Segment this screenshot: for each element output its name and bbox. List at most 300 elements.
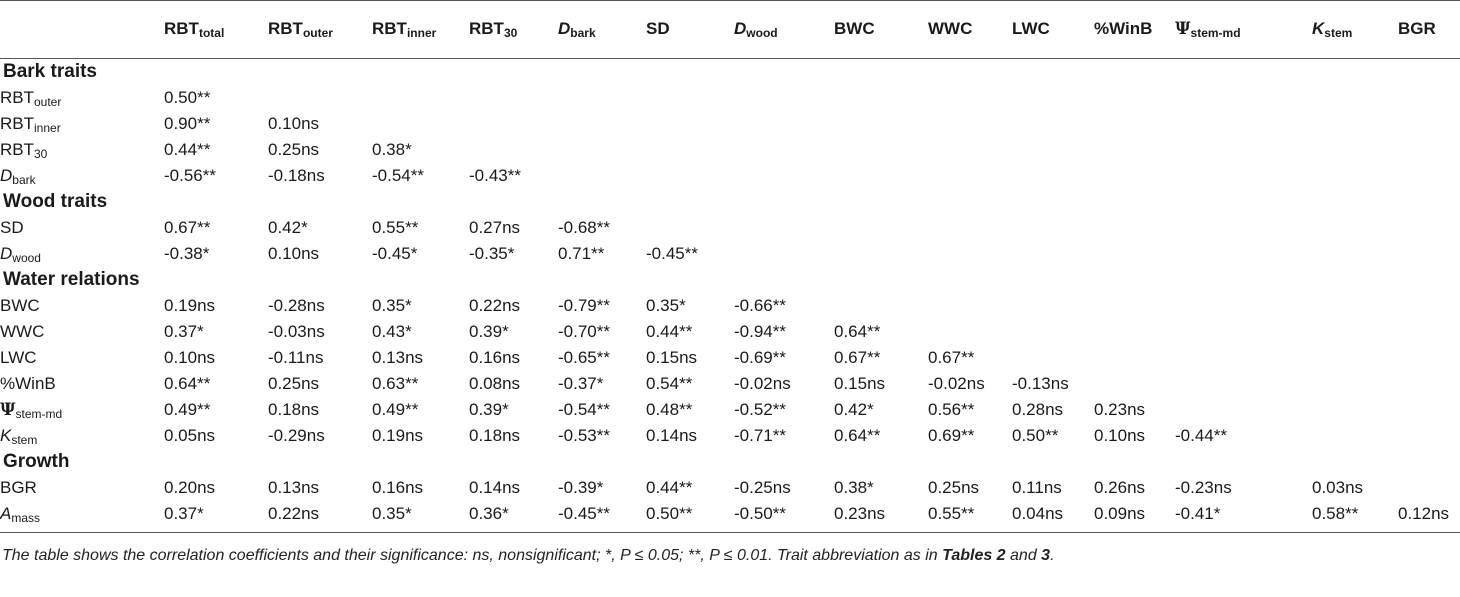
table-cell: -0.25ns xyxy=(734,477,791,497)
table-cell xyxy=(1312,397,1398,423)
table-cell xyxy=(734,241,834,267)
table-cell: -0.79** xyxy=(558,295,610,315)
label-subscript: wood xyxy=(746,25,778,40)
table-cell: 0.44** xyxy=(164,139,211,159)
table-cell xyxy=(734,111,834,137)
table-cell xyxy=(1175,319,1312,345)
table-cell: 0.26ns xyxy=(1094,477,1146,497)
table-cell xyxy=(1094,137,1175,163)
table-cell: 0.19ns xyxy=(372,425,424,445)
label-base: BWC xyxy=(834,18,875,38)
row-label xyxy=(0,111,164,137)
table-cell: -0.54** xyxy=(372,165,424,185)
table-cell: -0.03ns xyxy=(268,321,325,341)
table-cell xyxy=(1175,137,1312,163)
table-cell: 0.49** xyxy=(164,399,211,419)
table-cell xyxy=(928,293,1012,319)
table-cell xyxy=(1398,423,1460,449)
table-cell xyxy=(834,293,928,319)
footnote-ref-tables-2[interactable]: Tables 2 xyxy=(942,547,1006,564)
table-row xyxy=(0,215,1460,241)
column-header xyxy=(1398,0,1460,58)
table-cell xyxy=(1094,85,1175,111)
table-cell xyxy=(834,215,928,241)
table-cell xyxy=(469,85,558,111)
label-base: Ψ xyxy=(1175,18,1191,39)
table-cell: 0.18ns xyxy=(268,399,320,419)
table-cell xyxy=(1012,85,1094,111)
table-cell: -0.54** xyxy=(558,399,610,419)
label-base: BWC xyxy=(0,295,40,315)
table-cell xyxy=(1398,241,1460,267)
label-subscript: outer xyxy=(302,25,333,40)
footnote-text-1: The table shows the correlation coefficients and their significance: ns, nonsignificant; *, P ≤ 0.05; **, P ≤ 0.01. Trait abbreviation as in xyxy=(2,547,943,564)
table-cell xyxy=(1175,371,1312,397)
row-label xyxy=(0,345,164,371)
table-cell xyxy=(1175,241,1312,267)
table-cell: 0.11ns xyxy=(1012,477,1062,497)
table-cell xyxy=(1312,137,1398,163)
label-base: K xyxy=(1312,18,1325,38)
table-cell: 0.25ns xyxy=(268,373,320,393)
table-row xyxy=(0,241,1460,267)
table-cell: 0.39* xyxy=(469,321,509,341)
table-cell: -0.13ns xyxy=(1012,373,1069,393)
table-cell: -0.44** xyxy=(1175,425,1227,445)
table-row xyxy=(0,319,1460,345)
table-cell xyxy=(1012,163,1094,189)
table-cell: -0.50** xyxy=(734,503,786,523)
label-base: RBT xyxy=(0,139,34,159)
label-subscript: total xyxy=(198,25,225,40)
table-cell: -0.39* xyxy=(558,477,604,497)
table-cell: -0.56** xyxy=(164,165,216,185)
label-subscript: mass xyxy=(11,510,41,525)
table-cell xyxy=(1094,345,1175,371)
table-cell xyxy=(1398,137,1460,163)
table-cell xyxy=(928,137,1012,163)
table-cell: 0.03ns xyxy=(1312,477,1364,497)
label-subscript: inner xyxy=(34,120,61,135)
table-cell: 0.42* xyxy=(268,217,308,237)
table-cell: 0.35* xyxy=(646,295,686,315)
table-cell xyxy=(1398,85,1460,111)
table-cell: 0.64** xyxy=(164,373,211,393)
table-cell xyxy=(1398,371,1460,397)
table-cell xyxy=(1398,397,1460,423)
label-subscript: stem xyxy=(1324,25,1353,40)
table-cell xyxy=(1012,293,1094,319)
table-cell xyxy=(646,215,734,241)
table-cell xyxy=(1312,423,1398,449)
table-cell: 0.67** xyxy=(834,347,881,367)
table-cell: 0.10ns xyxy=(164,347,216,367)
table-cell: 0.38* xyxy=(834,477,874,497)
table-cell xyxy=(734,163,834,189)
column-header xyxy=(469,0,558,58)
table-cell: -0.71** xyxy=(734,425,786,445)
table-cell: 0.08ns xyxy=(469,373,521,393)
column-header xyxy=(928,0,1012,58)
table-cell xyxy=(1312,371,1398,397)
table-cell: 0.22ns xyxy=(268,503,320,523)
table-cell xyxy=(928,85,1012,111)
label-subscript: stem-md xyxy=(1190,25,1241,40)
row-label xyxy=(0,241,164,267)
table-cell xyxy=(646,137,734,163)
table-cell xyxy=(646,85,734,111)
section-header-row xyxy=(0,58,1460,85)
table-cell: -0.53** xyxy=(558,425,610,445)
table-cell xyxy=(558,111,646,137)
table-cell: 0.56** xyxy=(928,399,975,419)
table-cell xyxy=(734,215,834,241)
table-cell: 0.15ns xyxy=(834,373,886,393)
row-label xyxy=(0,475,164,501)
table-cell: 0.14ns xyxy=(646,425,698,445)
table-cell: -0.94** xyxy=(734,321,786,341)
table-cell: 0.20ns xyxy=(164,477,216,497)
table-cell: -0.11ns xyxy=(268,347,324,367)
table-cell xyxy=(1312,293,1398,319)
row-label xyxy=(0,501,164,527)
row-label xyxy=(0,293,164,319)
column-header xyxy=(164,0,268,58)
label-subscript: 30 xyxy=(503,25,518,40)
column-header xyxy=(372,0,469,58)
label-base: WWC xyxy=(0,321,45,341)
label-base: RBT xyxy=(164,18,199,38)
table-cell xyxy=(1398,319,1460,345)
table-cell xyxy=(928,241,1012,267)
table-cell xyxy=(646,111,734,137)
table-body xyxy=(0,58,1460,527)
table-cell xyxy=(1094,215,1175,241)
table-cell xyxy=(1094,163,1175,189)
section-title: Water relations xyxy=(3,268,140,290)
row-label xyxy=(0,215,164,241)
row-label xyxy=(0,423,164,449)
table-row xyxy=(0,397,1460,423)
table-cell xyxy=(1094,241,1175,267)
table-cell: -0.02ns xyxy=(734,373,791,393)
section-title: Growth xyxy=(3,450,70,472)
table-cell xyxy=(1175,163,1312,189)
table-cell: 0.55** xyxy=(928,503,975,523)
table-row xyxy=(0,475,1460,501)
table-cell: 0.90** xyxy=(164,113,211,133)
table-row xyxy=(0,163,1460,189)
section-header-row xyxy=(0,189,1460,215)
table-cell: 0.18ns xyxy=(469,425,521,445)
table-cell: 0.67** xyxy=(164,217,211,237)
table-cell: 0.38* xyxy=(372,139,412,159)
label-base: D xyxy=(0,165,13,185)
table-cell xyxy=(834,85,928,111)
table-row xyxy=(0,293,1460,319)
label-base: D xyxy=(0,243,13,263)
table-cell: 0.27ns xyxy=(469,217,521,237)
table-cell: 0.13ns xyxy=(268,477,320,497)
table-row xyxy=(0,111,1460,137)
label-base: A xyxy=(0,503,12,523)
table-cell: 0.43* xyxy=(372,321,412,341)
table-cell xyxy=(928,111,1012,137)
table-cell xyxy=(834,137,928,163)
table-cell: 0.35* xyxy=(372,295,412,315)
table-row xyxy=(0,501,1460,527)
table-cell: 0.50** xyxy=(164,87,211,107)
table-cell: -0.02ns xyxy=(928,373,985,393)
table-cell xyxy=(1012,319,1094,345)
footnote-ref-table-3[interactable]: 3 xyxy=(1041,547,1051,564)
table-cell xyxy=(1012,241,1094,267)
table-cell xyxy=(1312,111,1398,137)
label-subscript: inner xyxy=(406,25,437,40)
table-cell: 0.36* xyxy=(469,503,509,523)
footnote-text-3: . xyxy=(1050,547,1055,564)
table-bottom-rule xyxy=(0,532,1460,533)
table-cell: -0.38* xyxy=(164,243,210,263)
table-cell: 0.42* xyxy=(834,399,874,419)
label-base: K xyxy=(0,425,12,445)
label-subscript: 30 xyxy=(34,146,48,161)
table-footnote xyxy=(2,545,1442,567)
column-header xyxy=(1312,0,1398,58)
table-cell xyxy=(558,85,646,111)
table-row xyxy=(0,85,1460,111)
label-subscript: bark xyxy=(12,172,36,187)
table-cell xyxy=(1175,215,1312,241)
table-cell: 0.50** xyxy=(1012,425,1059,445)
row-label xyxy=(0,163,164,189)
table-cell: 0.37* xyxy=(164,321,204,341)
table-cell: 0.55** xyxy=(372,217,419,237)
table-cell: -0.69** xyxy=(734,347,786,367)
table-cell: -0.41* xyxy=(1175,503,1221,523)
table-cell: 0.15ns xyxy=(646,347,698,367)
table-cell xyxy=(734,137,834,163)
table-cell: 0.25ns xyxy=(268,139,320,159)
header-corner-cell xyxy=(0,0,164,58)
table-cell: 0.25ns xyxy=(928,477,980,497)
table-cell: -0.23ns xyxy=(1175,477,1232,497)
table-cell: -0.29ns xyxy=(268,425,325,445)
table-cell xyxy=(268,85,372,111)
row-label xyxy=(0,137,164,163)
table-cell: 0.58** xyxy=(1312,503,1359,523)
table-cell xyxy=(1312,241,1398,267)
table-cell: 0.23ns xyxy=(1094,399,1146,419)
label-base: RBT xyxy=(268,18,303,38)
table-cell: -0.18ns xyxy=(268,165,325,185)
table-cell xyxy=(1175,293,1312,319)
table-cell xyxy=(1175,111,1312,137)
table-cell xyxy=(1012,111,1094,137)
table-cell xyxy=(469,111,558,137)
label-base: SD xyxy=(646,18,670,38)
table-cell: -0.28ns xyxy=(268,295,325,315)
footnote-text-2: and xyxy=(1005,547,1042,564)
table-cell: 0.44** xyxy=(646,321,693,341)
table-cell xyxy=(1012,215,1094,241)
label-base: BGR xyxy=(1398,18,1436,38)
label-base: BGR xyxy=(0,477,37,497)
label-base: Ψ xyxy=(0,399,16,420)
table-cell xyxy=(1312,85,1398,111)
section-title: Wood traits xyxy=(3,190,108,212)
label-base: RBT xyxy=(0,113,34,133)
table-cell: -0.68** xyxy=(558,217,610,237)
table-cell xyxy=(1398,475,1460,501)
table-cell xyxy=(1012,137,1094,163)
label-subscript: stem xyxy=(11,432,38,447)
table-cell: -0.52** xyxy=(734,399,786,419)
table-cell xyxy=(1012,345,1094,371)
table-cell: 0.37* xyxy=(164,503,204,523)
table-cell xyxy=(558,137,646,163)
label-base: D xyxy=(734,18,747,38)
table-cell: 0.67** xyxy=(928,347,975,367)
table-cell: 0.64** xyxy=(834,321,881,341)
table-cell: 0.10ns xyxy=(268,113,320,133)
column-header xyxy=(646,0,734,58)
label-base: %WinB xyxy=(0,373,56,393)
label-base: RBT xyxy=(0,87,34,107)
table-cell: 0.04ns xyxy=(1012,503,1064,523)
table-cell xyxy=(1175,397,1312,423)
table-cell xyxy=(558,163,646,189)
table-cell xyxy=(469,137,558,163)
table-cell xyxy=(646,163,734,189)
label-base: WWC xyxy=(928,18,973,38)
section-header-row xyxy=(0,449,1460,475)
table-cell xyxy=(1398,345,1460,371)
table-cell xyxy=(1312,345,1398,371)
table-cell: 0.54** xyxy=(646,373,693,393)
table-cell: 0.12ns xyxy=(1398,503,1450,523)
section-title: Bark traits xyxy=(3,60,97,82)
table-cell: 0.16ns xyxy=(372,477,424,497)
table-cell: -0.65** xyxy=(558,347,610,367)
table-cell xyxy=(1312,163,1398,189)
table-cell: 0.35* xyxy=(372,503,412,523)
table-cell xyxy=(1175,345,1312,371)
table-row xyxy=(0,371,1460,397)
table-cell xyxy=(372,111,469,137)
column-header xyxy=(834,0,928,58)
table-cell xyxy=(372,85,469,111)
table-cell: 0.13ns xyxy=(372,347,424,367)
table-cell: 0.05ns xyxy=(164,425,216,445)
table-cell xyxy=(1094,371,1175,397)
column-header xyxy=(1012,0,1094,58)
table-cell: 0.28ns xyxy=(1012,399,1064,419)
table-cell: 0.44** xyxy=(646,477,693,497)
column-header xyxy=(1094,0,1175,58)
table-cell xyxy=(1094,111,1175,137)
table-cell: 0.22ns xyxy=(469,295,521,315)
table-cell xyxy=(1398,215,1460,241)
table-cell xyxy=(928,163,1012,189)
row-label xyxy=(0,371,164,397)
column-header xyxy=(1175,0,1312,58)
table-cell: -0.37* xyxy=(558,373,604,393)
column-header xyxy=(268,0,372,58)
table-cell xyxy=(1094,319,1175,345)
table-cell: 0.23ns xyxy=(834,503,886,523)
table-cell xyxy=(928,319,1012,345)
row-label xyxy=(0,85,164,111)
table-cell xyxy=(1398,293,1460,319)
table-cell xyxy=(1312,215,1398,241)
table-cell: -0.70** xyxy=(558,321,610,341)
table-cell: 0.39* xyxy=(469,399,509,419)
label-base: RBT xyxy=(372,18,407,38)
table-row xyxy=(0,345,1460,371)
table-cell: 0.14ns xyxy=(469,477,521,497)
table-cell: 0.69** xyxy=(928,425,975,445)
table-cell: 0.50** xyxy=(646,503,693,523)
label-base: SD xyxy=(0,217,24,237)
table-cell: -0.35* xyxy=(469,243,515,263)
table-cell: 0.49** xyxy=(372,399,419,419)
table-cell: 0.09ns xyxy=(1094,503,1146,523)
table-cell xyxy=(834,163,928,189)
table-cell xyxy=(1094,293,1175,319)
column-header xyxy=(558,0,646,58)
row-label xyxy=(0,319,164,345)
table-cell xyxy=(1175,85,1312,111)
label-base: D xyxy=(558,18,571,38)
table-cell xyxy=(1398,163,1460,189)
table-cell: 0.71** xyxy=(558,243,605,263)
row-label xyxy=(0,397,164,423)
label-subscript: bark xyxy=(570,25,596,40)
table-cell xyxy=(1398,111,1460,137)
table-cell: -0.45** xyxy=(646,243,698,263)
table-cell: 0.48** xyxy=(646,399,693,419)
label-base: LWC xyxy=(0,347,37,367)
table-cell: -0.43** xyxy=(469,165,521,185)
table-cell xyxy=(834,111,928,137)
table-cell: -0.45** xyxy=(558,503,610,523)
table-cell xyxy=(834,241,928,267)
table-cell xyxy=(734,85,834,111)
label-subscript: wood xyxy=(12,250,41,265)
label-subscript: outer xyxy=(34,94,62,109)
table-cell xyxy=(928,215,1012,241)
table-row xyxy=(0,423,1460,449)
table-cell: 0.64** xyxy=(834,425,881,445)
label-base: %WinB xyxy=(1094,18,1153,38)
table-cell: 0.19ns xyxy=(164,295,216,315)
table-cell: 0.63** xyxy=(372,373,419,393)
label-subscript: stem-md xyxy=(15,406,63,421)
table-header-row xyxy=(0,0,1460,58)
column-header xyxy=(734,0,834,58)
table-cell: -0.45* xyxy=(372,243,418,263)
table-cell xyxy=(1312,319,1398,345)
table-row xyxy=(0,137,1460,163)
section-header-row xyxy=(0,267,1460,293)
label-base: LWC xyxy=(1012,18,1050,38)
table-cell: 0.16ns xyxy=(469,347,521,367)
table-cell: 0.10ns xyxy=(1094,425,1146,445)
table-cell: 0.10ns xyxy=(268,243,320,263)
table-cell: -0.66** xyxy=(734,295,786,315)
label-base: RBT xyxy=(469,18,504,38)
